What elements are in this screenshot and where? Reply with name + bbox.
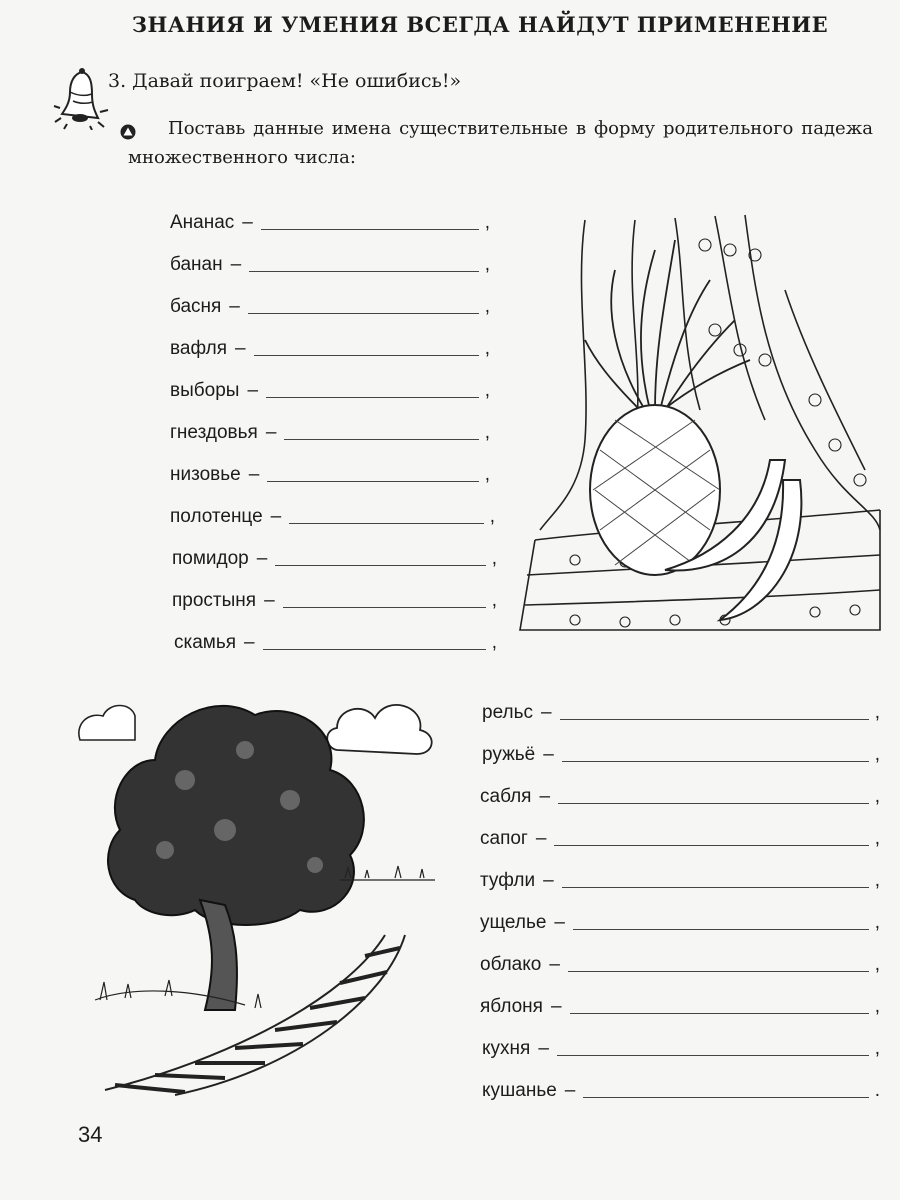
answer-blank[interactable]: [267, 463, 478, 482]
punctuation: ,: [874, 702, 880, 723]
punctuation: ,: [874, 996, 880, 1017]
answer-blank[interactable]: [248, 295, 479, 314]
exercise-heading: [108, 70, 461, 92]
answer-blank[interactable]: [557, 1037, 869, 1056]
list-item: [480, 948, 880, 976]
exercise-number: 3.: [108, 70, 127, 92]
word-label: выборы: [170, 380, 240, 401]
dash: –: [564, 1080, 576, 1101]
dash: –: [230, 254, 242, 275]
word-label: сабля: [480, 786, 532, 807]
punctuation: ,: [484, 254, 490, 275]
dash: –: [535, 828, 547, 849]
punctuation: .: [874, 1080, 880, 1101]
word-label: ущелье: [480, 912, 547, 933]
list-item: [482, 696, 880, 724]
dash: –: [541, 702, 552, 723]
list-item: [170, 458, 490, 486]
list-item: [174, 626, 497, 654]
punctuation: ,: [874, 1038, 880, 1059]
dash: –: [264, 590, 275, 611]
list-item: [172, 584, 497, 612]
list-item: [170, 248, 490, 276]
list-item: [480, 864, 880, 892]
answer-blank[interactable]: [554, 827, 868, 846]
word-label: кухня: [482, 1038, 531, 1059]
bell-icon: [52, 68, 112, 130]
answer-blank[interactable]: [573, 911, 869, 930]
answer-blank[interactable]: [275, 547, 485, 566]
dash: –: [229, 296, 240, 317]
dash: –: [554, 912, 565, 933]
word-label: кушанье: [482, 1080, 557, 1101]
punctuation: ,: [874, 870, 880, 891]
answer-blank[interactable]: [266, 379, 479, 398]
word-label: банан: [170, 254, 223, 275]
answer-blank[interactable]: [284, 421, 478, 440]
punctuation: ,: [484, 338, 490, 359]
pineapple-illustration: [515, 210, 885, 640]
list-item: [170, 290, 490, 318]
word-label: Ананас: [170, 212, 235, 233]
page-title: ЗНАНИЯ И УМЕНИЯ ВСЕГДА НАЙДУТ ПРИМЕНЕНИЕ: [131, 12, 829, 37]
punctuation: ,: [874, 954, 880, 975]
answer-blank[interactable]: [261, 211, 479, 230]
punctuation: ,: [484, 212, 490, 233]
list-item: [172, 542, 497, 570]
word-label: вафля: [170, 338, 228, 359]
word-label: сапог: [480, 828, 528, 849]
punctuation: ,: [874, 744, 880, 765]
dash: –: [549, 954, 560, 975]
list-item: [170, 500, 495, 528]
answer-blank[interactable]: [562, 743, 869, 762]
list-item: [170, 332, 490, 360]
dash: –: [244, 632, 255, 653]
list-item: [170, 374, 490, 402]
word-label: туфли: [480, 870, 536, 891]
punctuation: ,: [489, 506, 495, 527]
word-label: облако: [480, 954, 542, 975]
word-label: ружьё: [482, 744, 536, 765]
word-label: низовье: [170, 464, 241, 485]
word-label: рельс: [482, 702, 533, 723]
dash: –: [543, 744, 554, 765]
list-item: [480, 990, 880, 1018]
list-item: [480, 906, 880, 934]
punctuation: ,: [484, 296, 490, 317]
word-label: скамья: [174, 632, 237, 653]
dash: –: [248, 464, 260, 485]
punctuation: ,: [491, 548, 497, 569]
dash: –: [247, 380, 259, 401]
punctuation: ,: [491, 590, 497, 611]
dash: –: [256, 548, 268, 569]
list-item: [480, 780, 880, 808]
answer-blank[interactable]: [568, 953, 869, 972]
list-item: [482, 1032, 880, 1060]
dash: –: [539, 786, 551, 807]
exercise-title: Давай поиграем! «Не ошибись!»: [132, 70, 462, 92]
tree-railway-illustration: [75, 680, 445, 1100]
list-item: [482, 1074, 880, 1102]
answer-blank[interactable]: [558, 785, 869, 804]
dash: –: [270, 506, 282, 527]
dash: –: [538, 1038, 549, 1059]
list-item: [482, 738, 880, 766]
answer-blank[interactable]: [289, 505, 483, 524]
word-label: простыня: [172, 590, 257, 611]
answer-blank[interactable]: [283, 589, 486, 608]
word-label: яблоня: [480, 996, 543, 1017]
dash: –: [543, 870, 554, 891]
dash: –: [235, 338, 246, 359]
punctuation: ,: [484, 422, 490, 443]
dash: –: [265, 422, 277, 443]
punctuation: ,: [874, 786, 880, 807]
list-item: [170, 416, 490, 444]
punctuation: ,: [484, 464, 490, 485]
list-item: [480, 822, 880, 850]
answer-blank[interactable]: [254, 337, 479, 356]
punctuation: ,: [874, 912, 880, 933]
answer-blank[interactable]: [263, 631, 486, 650]
answer-blank[interactable]: [249, 253, 479, 272]
word-label: гнездовья: [170, 422, 258, 443]
page-number: 34: [78, 1122, 103, 1147]
word-label: басня: [170, 296, 222, 317]
punctuation: ,: [484, 380, 490, 401]
word-label: помидор: [172, 548, 249, 569]
punctuation: ,: [874, 828, 880, 849]
list-item: [170, 206, 490, 234]
instruction-text: Поставь данные имена существительные в форму родительного падежа множественного числа:: [128, 118, 873, 168]
punctuation: ,: [491, 632, 497, 653]
word-label: полотенце: [170, 506, 263, 527]
answer-blank[interactable]: [562, 869, 869, 888]
dash: –: [242, 212, 253, 233]
answer-blank[interactable]: [570, 995, 869, 1014]
dash: –: [550, 996, 562, 1017]
answer-blank[interactable]: [583, 1079, 868, 1098]
answer-blank[interactable]: [560, 701, 869, 720]
